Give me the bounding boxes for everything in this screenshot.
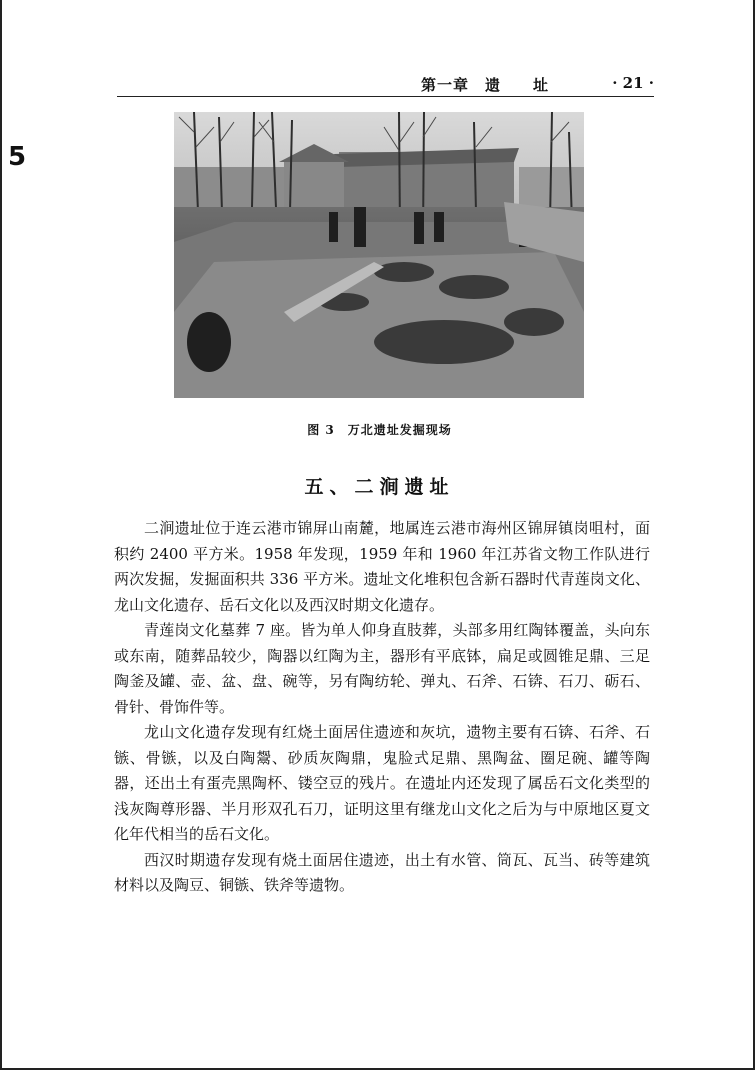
page-number: · 21 · bbox=[612, 74, 654, 92]
excavation-photo-image bbox=[174, 112, 584, 398]
paragraph: 青莲岗文化墓葬 7 座。皆为单人仰身直肢葬，头部多用红陶钵覆盖，头向东或东南，随葬品较少，陶器以红陶为主，器形有平底钵，扁足或圆锥足鼎、三足陶釜及罐、壶、盆、盘、碗等，另有陶纺轮、弹丸、石斧、石锛、石刀、砺石、骨针、骨饰件等。 bbox=[114, 621, 650, 716]
chapter-title: 第一章 遗 址 bbox=[420, 76, 549, 94]
body-text bbox=[114, 516, 650, 899]
section-heading: 五、二涧遗址 bbox=[304, 476, 455, 498]
figure-caption: 图 3 万北遗址发掘现场 bbox=[307, 423, 452, 437]
running-header bbox=[117, 74, 654, 97]
margin-mark: 5 bbox=[8, 142, 27, 172]
paragraph: 二涧遗址位于连云港市锦屏山南麓，地属连云港市海州区锦屏镇岗咀村，面积约 2400 平方米。1958 年发现，1959 年和 1960 年江苏省文物工作队进行两次发掘，发掘面积共 336 平方米。遗址文化堆积包含新石器时代青莲岗文化、龙山文化遗存、岳石文化以及西汉时期文化遗存。 bbox=[114, 519, 650, 614]
paragraph: 西汉时期遗存发现有烧土面居住遗迹，出土有水管、筒瓦、瓦当、砖等建筑材料以及陶豆、铜镞、铁斧等遗物。 bbox=[114, 850, 650, 894]
paragraph: 龙山文化遗存发现有红烧土面居住遗迹和灰坑，遗物主要有石锛、石斧、石镞、骨镞，以及白陶鬶、砂质灰陶鼎，鬼脸式足鼎、黑陶盆、圈足碗、罐等陶器，还出土有蛋壳黑陶杯、镂空豆的残片。在遗址内还发现了属岳石文化类型的浅灰陶尊形器、半月形双孔石刀，证明这里有继龙山文化之后为与中原地区夏文化年代相当的岳石文化。 bbox=[114, 723, 650, 843]
excavation-photo bbox=[174, 112, 584, 398]
